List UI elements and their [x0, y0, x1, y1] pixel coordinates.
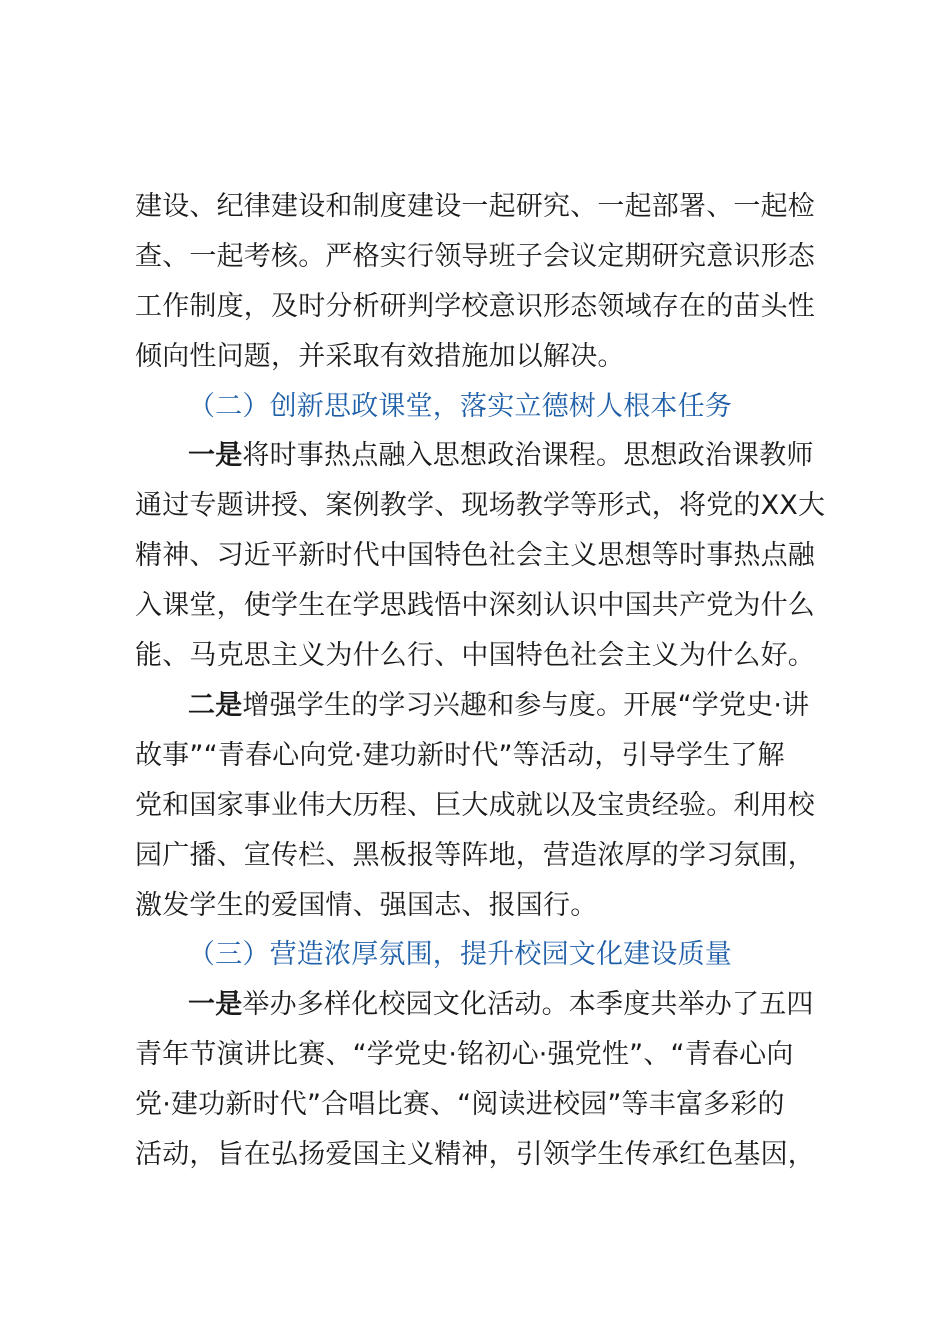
paragraph-line: 建设、纪律建设和制度建设一起研究、一起部署、一起检 — [135, 191, 815, 222]
paragraph-line: 倾向性问题，并采取有效措施加以解决。 — [135, 341, 625, 372]
paragraph-line: 园广播、宣传栏、黑板报等阵地，营造浓厚的学习氛围， — [135, 840, 815, 871]
paragraph-line: 活动，旨在弘扬爱国主义精神，引领学生传承红色基因， — [135, 1139, 815, 1170]
paragraph-line: 党和国家事业伟大历程、巨大成就以及宝贵经验。利用校 — [135, 790, 815, 821]
paragraph-line: 工作制度，及时分析研判学校意识形态领域存在的苗头性 — [135, 291, 815, 322]
paragraph-text: 将时事热点融入思想政治课程。思想政治课教师 — [242, 440, 814, 471]
lead-label: 一是 — [188, 989, 243, 1020]
section-heading-2: （二）创新思政课堂，落实立德树人根本任务 — [188, 391, 732, 422]
paragraph-first-line — [188, 988, 814, 1022]
lead-label: 一是 — [188, 440, 243, 471]
paragraph-line: 激发学生的爱国情、强国志、报国行。 — [135, 890, 598, 921]
paragraph-line: 通过专题讲授、案例教学、现场教学等形式，将党的XX大 — [135, 490, 826, 521]
paragraph-first-line — [188, 439, 814, 473]
lead-label: 二是 — [188, 690, 243, 721]
paragraph-text: 举办多样化校园文化活动。本季度共举办了五四 — [242, 989, 814, 1020]
paragraph-first-line — [188, 689, 809, 723]
paragraph-line: 查、一起考核。严格实行领导班子会议定期研究意识形态 — [135, 241, 815, 272]
paragraph-line: 入课堂，使学生在学思践悟中深刻认识中国共产党为什么 — [135, 590, 815, 621]
paragraph-line: 能、马克思主义为什么行、中国特色社会主义为什么好。 — [135, 640, 815, 671]
paragraph-line: 党·建功新时代”合唱比赛、“阅读进校园”等丰富多彩的 — [135, 1089, 785, 1120]
section-heading-3: （三）营造浓厚氛围，提升校园文化建设质量 — [188, 939, 732, 970]
paragraph-text: 增强学生的学习兴趣和参与度。开展“学党史·讲 — [242, 690, 810, 721]
paragraph-line: 精神、习近平新时代中国特色社会主义思想等时事热点融 — [135, 540, 815, 571]
paragraph-line: 青年节演讲比赛、“学党史·铭初心·强党性”、“青春心向 — [135, 1039, 794, 1070]
paragraph-line: 故事”“青春心向党·建功新时代”等活动，引导学生了解 — [135, 740, 785, 771]
